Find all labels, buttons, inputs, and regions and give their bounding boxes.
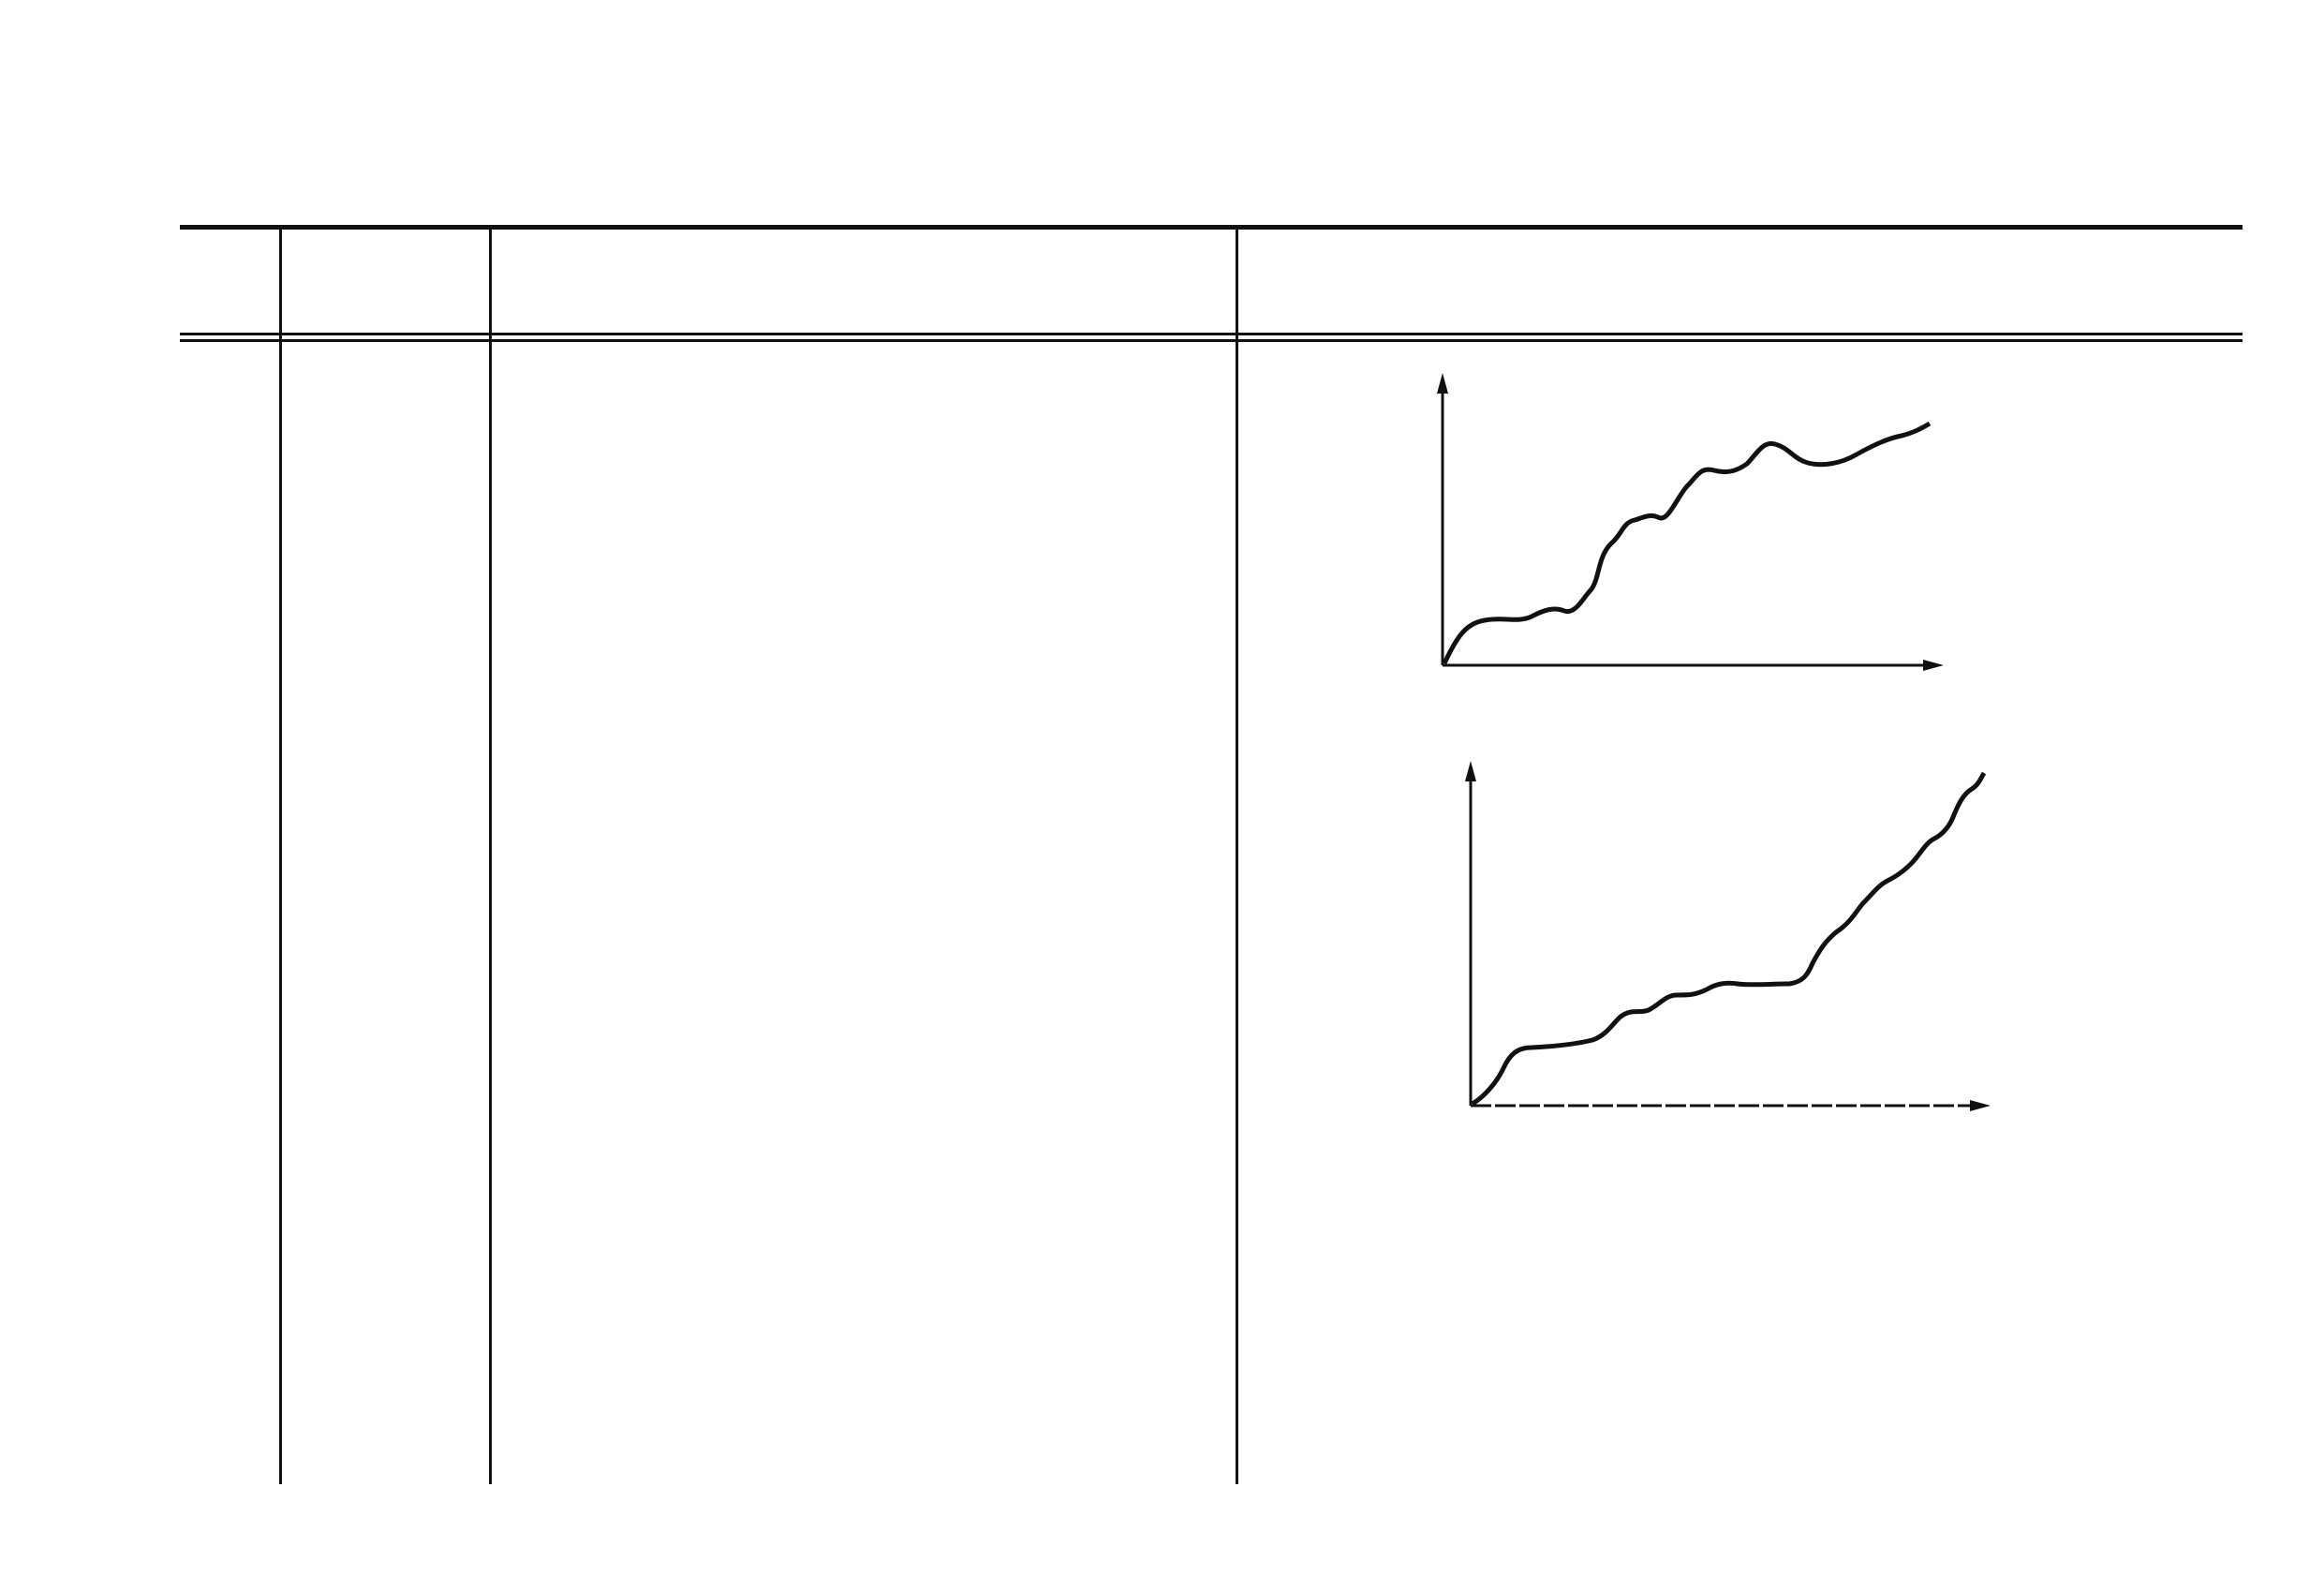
column-divider <box>279 229 282 1484</box>
wear-chart-linings <box>1377 365 1958 712</box>
y-axis-arrow <box>1437 373 1448 394</box>
column-divider <box>489 229 492 1484</box>
x-axis-arrow <box>1970 1100 1991 1111</box>
y-axis-arrow <box>1465 761 1476 781</box>
column-divider <box>1236 229 1238 1484</box>
wear-curve <box>1473 773 1984 1104</box>
wear-chart-drums <box>1414 750 2023 1162</box>
wear-curve <box>1444 424 1930 663</box>
x-axis-arrow <box>1923 660 1944 671</box>
